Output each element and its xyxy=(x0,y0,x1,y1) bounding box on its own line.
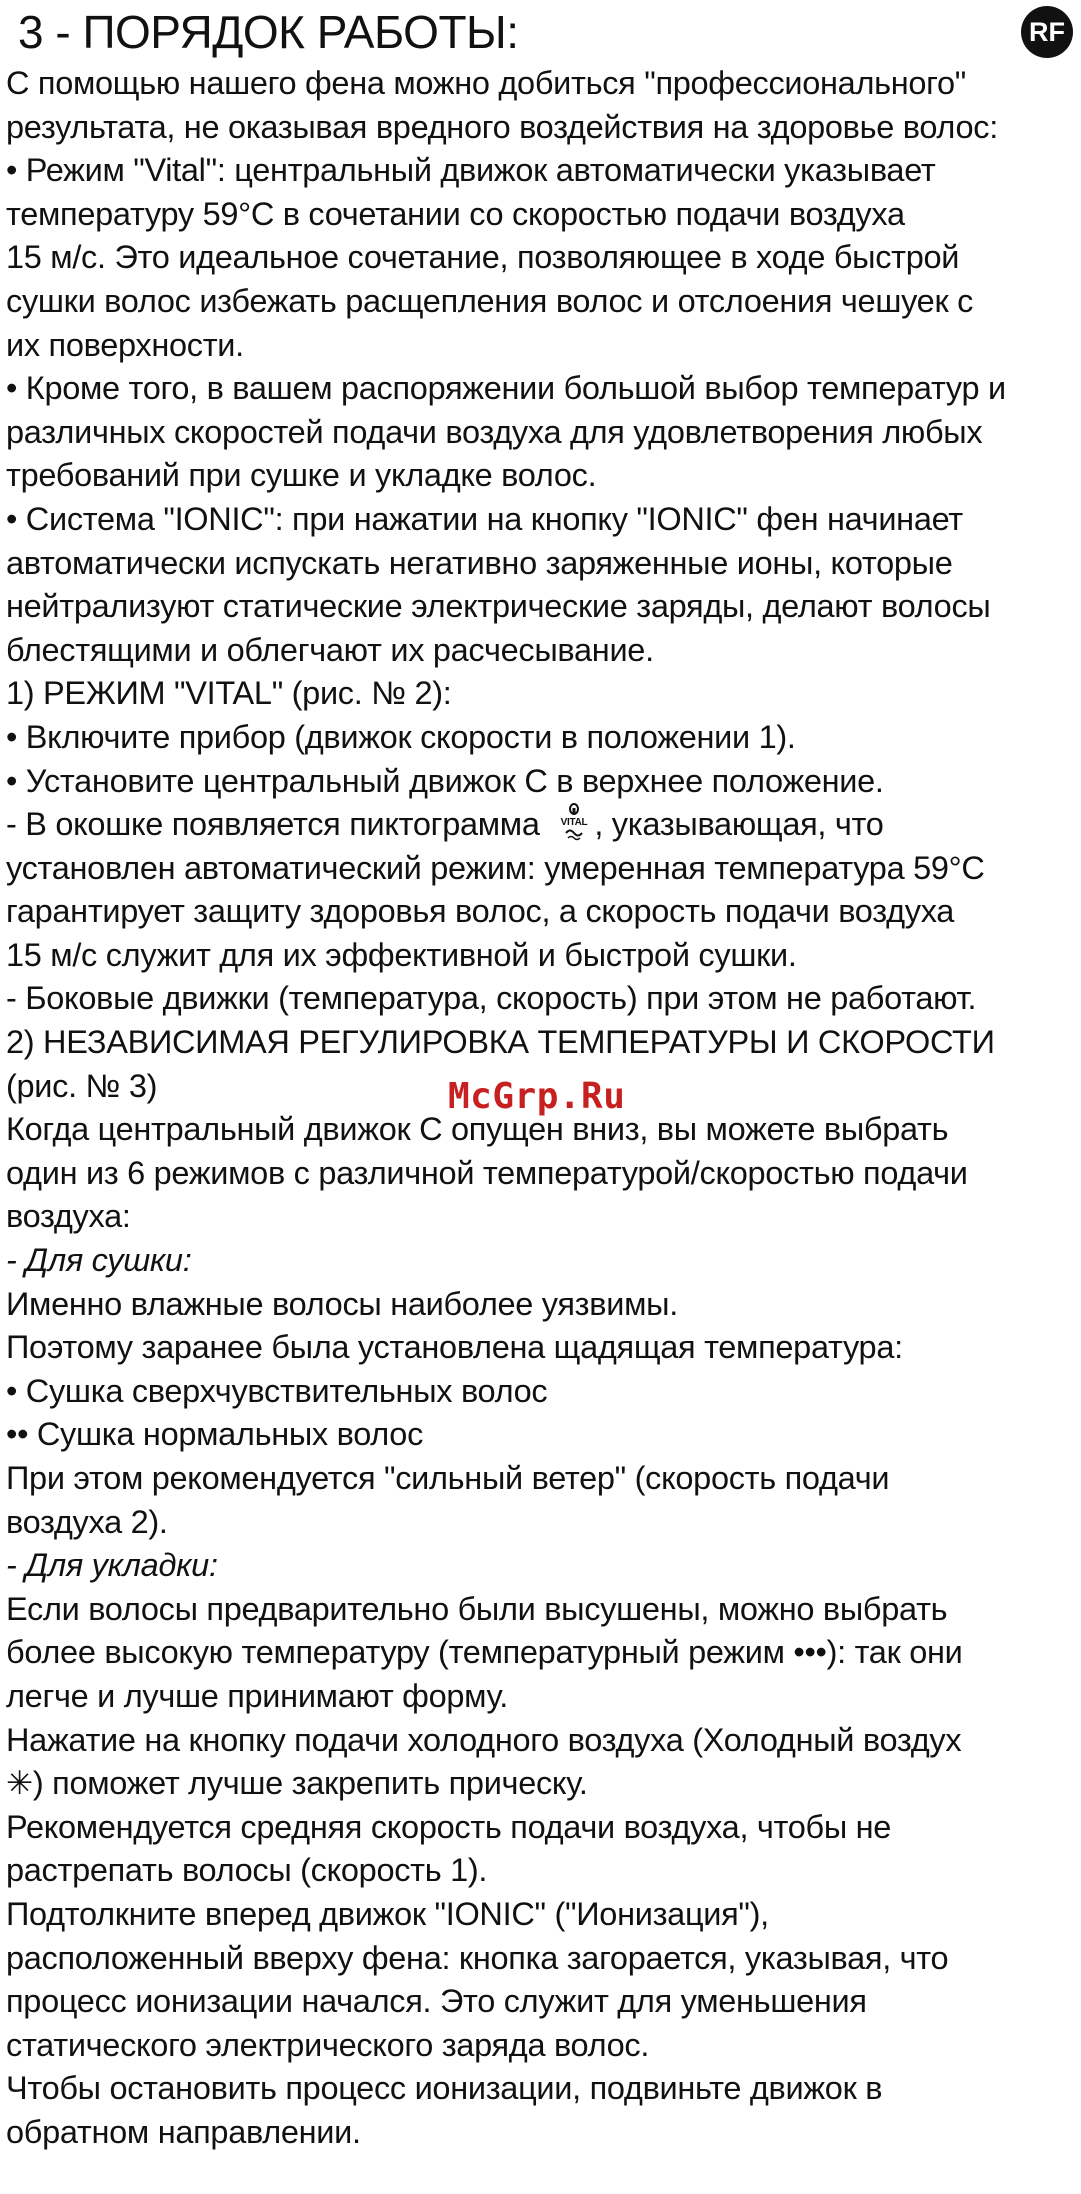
text-line: растрепать волосы (скорость 1). xyxy=(6,1852,488,1889)
subheading-styling: - Для укладки: xyxy=(6,1547,218,1584)
text-line: процесс ионизации начался. Это служит для уменьшения xyxy=(6,1983,867,2020)
text-line: • Система "IONIC": при нажатии на кнопку "IONIC" фен начинает xyxy=(6,500,963,537)
text-line: сушки волос избежать расщепления волос и отслоения чешуек с xyxy=(6,282,974,319)
text-line: Именно влажные волосы наиболее уязвимы. xyxy=(6,1285,678,1322)
vital-mode-svg xyxy=(554,803,594,843)
text-line: Если волосы предварительно были высушены, можно выбрать xyxy=(6,1590,948,1627)
text-fragment: - В окошке появляется пиктограмма xyxy=(6,806,549,843)
text-line: Поэтому заранее была установлена щадящая температура: xyxy=(6,1329,903,1366)
text-line: нейтрализуют статические электрические заряды, делают волосы xyxy=(6,588,991,625)
vital-mode-icon xyxy=(554,803,594,843)
text-line-with-icon xyxy=(6,803,1078,847)
text-line: воздуха 2). xyxy=(6,1503,168,1540)
text-line: С помощью нашего фена можно добиться "профессионального" xyxy=(6,65,967,101)
text-line: ✳) поможет лучше закрепить прическу. xyxy=(6,1765,588,1802)
text-line: - Боковые движки (температура, скорость) при этом не работают. xyxy=(6,980,977,1017)
text-line: различных скоростей подачи воздуха для удовлетворения любых xyxy=(6,413,983,450)
section-heading-manual: 2) НЕЗАВИСИМАЯ РЕГУЛИРОВКА ТЕМПЕРАТУРЫ И СКОРОСТИ xyxy=(6,1024,995,1061)
text-line: результата, не оказывая вредного воздействия на здоровье волос: xyxy=(6,108,998,145)
text-line: Чтобы остановить процесс ионизации, подвиньте движок в xyxy=(6,2070,883,2107)
section-heading-vital: 1) РЕЖИМ "VITAL" (рис. № 2): xyxy=(6,675,452,712)
watermark-text: McGrp.Ru xyxy=(448,1076,626,1117)
text-line: расположенный вверху фена: кнопка загорается, указывая, что xyxy=(6,1939,949,1976)
text-line: воздуха: xyxy=(6,1198,131,1235)
text-line: 15 м/с служит для их эффективной и быстрой сушки. xyxy=(6,936,797,973)
text-line: их поверхности. xyxy=(6,326,244,363)
text-line: установлен автоматический режим: умеренная температура 59°С xyxy=(6,849,985,886)
text-fragment: , указывающая, что xyxy=(594,806,884,843)
text-line: блестящими и облегчают их расчесывание. xyxy=(6,631,654,668)
subheading-drying: - Для сушки: xyxy=(6,1242,192,1279)
text-line: статического электрического заряда волос. xyxy=(6,2026,650,2063)
text-line: более высокую температуру (температурный режим •••): так они xyxy=(6,1634,963,1671)
vital-icon-label: VITAL xyxy=(561,817,588,829)
text-line: • Сушка сверхчувствительных волос xyxy=(6,1372,548,1409)
text-line: температуру 59°С в сочетании со скоростью подачи воздуха xyxy=(6,195,905,232)
text-line: легче и лучше принимают форму. xyxy=(6,1677,508,1714)
text-line: (рис. № 3) xyxy=(6,1067,158,1104)
text-line: один из 6 режимов с различной температурой/скоростью подачи xyxy=(6,1154,968,1191)
text-line: Когда центральный движок С опущен вниз, вы можете выбрать xyxy=(6,1111,949,1148)
text-line: Нажатие на кнопку подачи холодного воздуха (Холодный воздух xyxy=(6,1721,962,1758)
text-line: автоматически испускать негативно заряженные ионы, которые xyxy=(6,544,953,581)
text-line: обратном направлении. xyxy=(6,2113,361,2150)
text-line: • Кроме того, в вашем распоряжении большой выбор температур и xyxy=(6,370,1006,407)
text-line: гарантирует защиту здоровья волос, а скорость подачи воздуха xyxy=(6,893,955,930)
text-line: При этом рекомендуется "сильный ветер" (скорость подачи xyxy=(6,1460,890,1496)
language-badge: RF xyxy=(1021,6,1073,58)
text-line: • Включите прибор (движок скорости в положении 1). xyxy=(6,718,796,755)
text-line: • Режим "Vital": центральный движок автоматически указывает xyxy=(6,152,936,189)
text-line: требований при сушке и укладке волос. xyxy=(6,457,597,494)
text-line: Рекомендуется средняя скорость подачи воздуха, чтобы не xyxy=(6,1808,892,1845)
text-line: Подтолкните вперед движок "IONIC" ("Ионизация"), xyxy=(6,1895,769,1932)
text-line: 15 м/с. Это идеальное сочетание, позволяющее в ходе быстрой xyxy=(6,239,960,276)
page-title: 3 - ПОРЯДОК РАБОТЫ: xyxy=(18,6,519,58)
text-line: • Установите центральный движок С в верхнее положение. xyxy=(6,762,884,799)
text-line: •• Сушка нормальных волос xyxy=(6,1416,424,1453)
